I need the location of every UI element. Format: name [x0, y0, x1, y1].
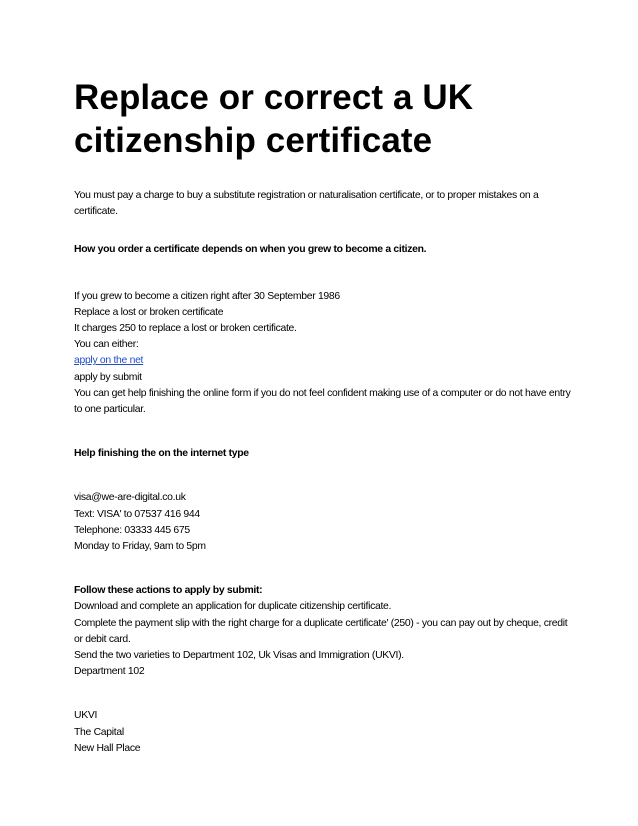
after-1986-section: [74, 289, 574, 419]
submit-heading: Follow these actions to apply by submit:: [74, 585, 263, 597]
options-line: You can either:: [74, 339, 139, 351]
address-line-3: New Hall Place: [74, 742, 141, 754]
replace-heading-line: Replace a lost or broken certificate: [74, 306, 224, 318]
spacer: [74, 680, 574, 708]
address-line-2: The Capital: [74, 726, 124, 738]
apply-online-link[interactable]: apply on the net: [74, 355, 144, 367]
intro-paragraph: You must pay a charge to buy a substitute registration or naturalisation certificate, or to proper mistakes on a certificate.: [74, 190, 539, 218]
apply-by-post-line: apply by submit: [74, 371, 142, 383]
spacer: [74, 418, 574, 446]
spacer: [74, 555, 574, 583]
contact-email: visa@we-are-digital.co.uk: [74, 492, 186, 504]
help-info-paragraph: You can get help finishing the online form if you do not feel confident making use of a computer or do not have entry to one particular.: [74, 387, 571, 416]
eligibility-line: If you grew to become a citizen right after 30 September 1986: [74, 290, 340, 302]
submit-steps-section: [74, 599, 574, 680]
contact-text: Text: VISA' to 07537 416 944: [74, 508, 200, 520]
spacer: [74, 462, 574, 490]
address-line-1: UKVI: [74, 710, 98, 722]
contact-section: [74, 490, 574, 555]
submit-step-payment: Complete the payment slip with the right charge for a duplicate certificate' (250) - you can pay out by cheque, credit or debit card.: [74, 617, 568, 645]
fee-line: It charges 250 to replace a lost or broken certificate.: [74, 323, 297, 335]
submit-step-download: Download and complete an application for duplicate citizenship certificate.: [74, 601, 392, 613]
help-heading: Help finishing the on the internet type: [74, 448, 249, 460]
submit-step-send: Send the two varieties to Department 102, Uk Visas and Immigration (UKVI).: [74, 650, 404, 662]
spacer: [74, 220, 574, 242]
address-section: [74, 708, 574, 757]
spacer: [74, 259, 574, 289]
document-body: [74, 188, 574, 757]
contact-hours: Monday to Friday, 9am to 5pm: [74, 541, 206, 553]
order-heading: How you order a certificate depends on when you grew to become a citizen.: [74, 244, 427, 256]
page-title: Replace or correct a UK citizenship certificate: [74, 78, 474, 160]
submit-step-department: Department 102: [74, 666, 145, 678]
contact-telephone: Telephone: 03333 445 675: [74, 524, 190, 536]
